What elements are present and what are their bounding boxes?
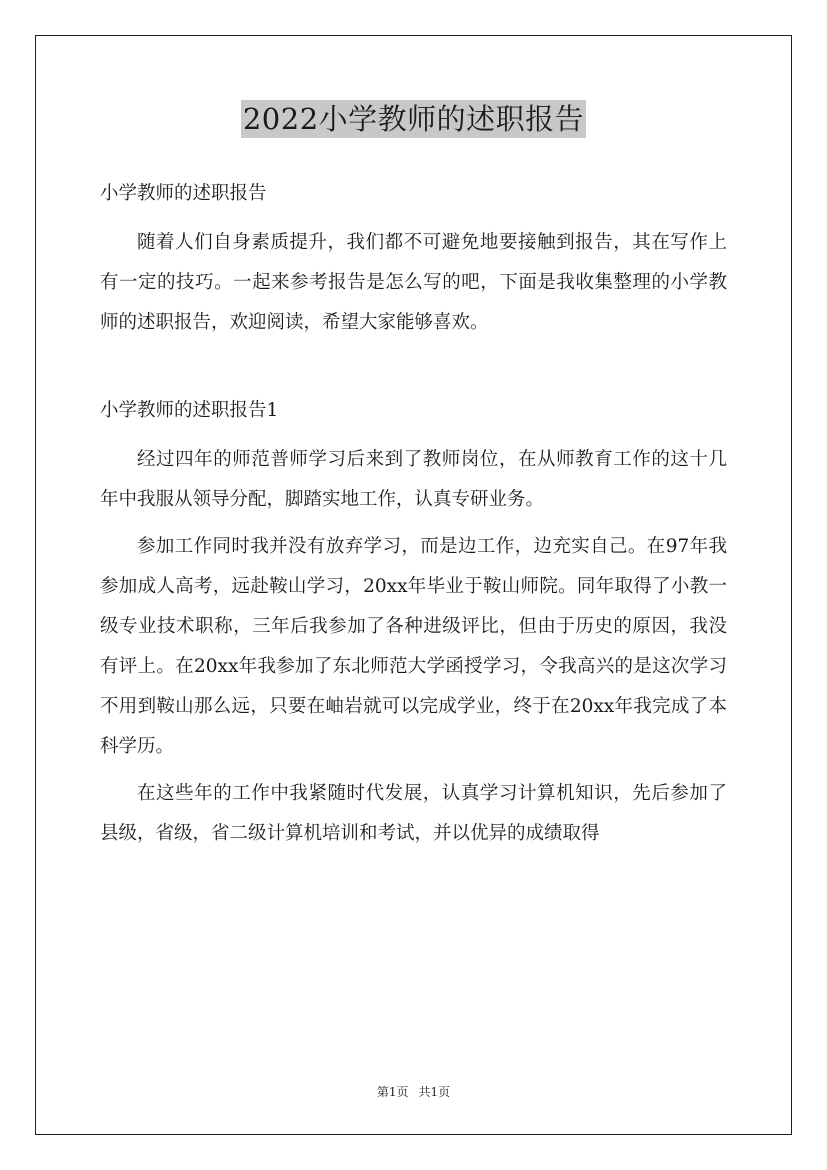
paragraph: 参加工作同时我并没有放弃学习，而是边工作，边充实自己。在97年我参加成人高考，远赴鞍山学习，20xx年毕业于鞍山师院。同年取得了小教一级专业技术职称，三年后我参加了各种进级评比，但由于历史的原因，我没有评上。在20xx年我参加了东北师范大学函授学习，令我高兴的是这次学习不用到鞍山那么远，只要在岫岩就可以完成学业，终于在20xx年我完成了本科学历。 — [100, 536, 727, 757]
document-body — [100, 174, 727, 861]
document-title: 2022小学教师的述职报告 — [242, 102, 585, 136]
paragraph: 随着人们自身素质提升，我们都不可避免地要接触到报告，其在写作上有一定的技巧。一起来参考报告是怎么写的吧，下面是我收集整理的小学教师的述职报告，欢迎阅读，希望大家能够喜欢。 — [100, 232, 727, 333]
page-total: 共1页 — [418, 1085, 451, 1099]
page-footer — [0, 1084, 827, 1100]
page-number: 第1页 — [376, 1085, 409, 1099]
paragraph: 经过四年的师范普师学习后来到了教师岗位，在从师教育工作的这十几年中我服从领导分配，脚踏实地工作，认真专研业务。 — [100, 449, 727, 510]
paragraph: 小学教师的述职报告 — [100, 183, 267, 204]
paragraph: 在这些年的工作中我紧随时代发展，认真学习计算机知识，先后参加了县级，省级，省二级计算机培训和考试，并以优异的成绩取得 — [100, 783, 727, 844]
title-container — [0, 100, 827, 138]
paragraph: 小学教师的述职报告1 — [100, 400, 279, 421]
